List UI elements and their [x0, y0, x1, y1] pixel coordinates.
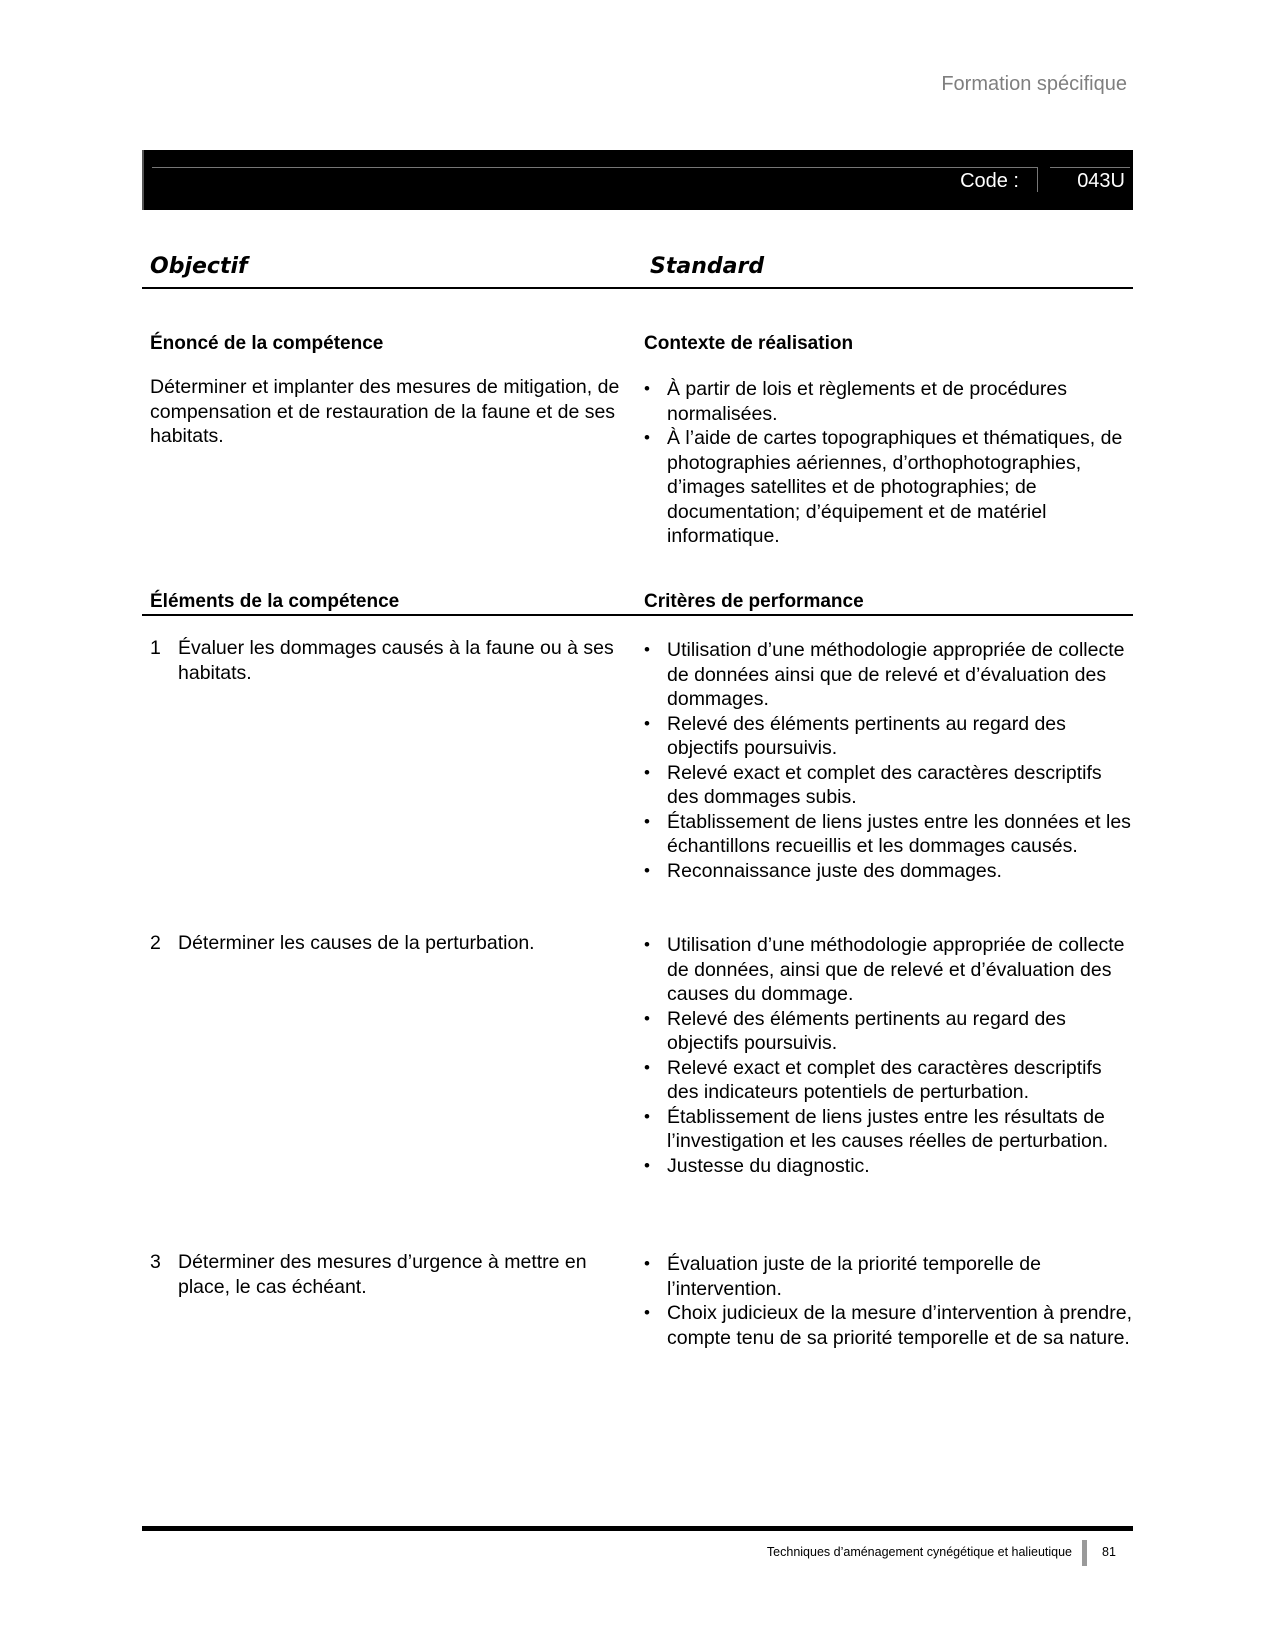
code-banner: [142, 150, 1133, 210]
criterion: • Relevé exact et complet des caractères descriptifs des indicateurs potentiels de perturbation.: [644, 1056, 1134, 1105]
element-number: 3: [150, 1251, 161, 1273]
criterion: • Relevé des éléments pertinents au regard des objectifs poursuivis.: [644, 1007, 1134, 1056]
criterion: • Reconnaissance juste des dommages.: [644, 859, 1134, 884]
element-text: Déterminer les causes de la perturbation.: [178, 932, 535, 954]
context-item: • À partir de lois et règlements et de procédures normalisées.: [644, 377, 1134, 426]
competence-heading: Énoncé de la compétence: [150, 333, 384, 354]
criterion: • Justesse du diagnostic.: [644, 1154, 1134, 1179]
criterion: • Utilisation d’une méthodologie appropriée de collecte de données ainsi que de relevé et d’évaluation des dommages.: [644, 638, 1134, 712]
footer-separator: [1082, 1540, 1087, 1566]
element-text: Évaluer les dommages causés à la faune ou à ses habitats.: [178, 637, 614, 684]
context-heading: Contexte de réalisation: [644, 333, 854, 354]
page-number: 81: [1102, 1545, 1116, 1559]
element-number: 1: [150, 637, 161, 659]
criterion: • Évaluation juste de la priorité temporelle de l’intervention.: [644, 1252, 1134, 1301]
criterion: • Choix judicieux de la mesure d’intervention à prendre, compte tenu de sa priorité temporelle et de sa nature.: [644, 1301, 1134, 1350]
running-head: Formation spécifique: [941, 73, 1127, 95]
element-item: [150, 931, 620, 956]
objectif-heading: Objectif: [150, 254, 248, 279]
criterion: • Établissement de liens justes entre les résultats de l’investigation et les causes réelles de perturbation.: [644, 1105, 1134, 1154]
context-item: • À l’aide de cartes topographiques et thématiques, de photographies aériennes, d’orthophotographies, d’images satellites et de photographies; de documentation; d’équipement et de matériel informatique.: [644, 426, 1134, 549]
element-text: Déterminer des mesures d’urgence à mettre en place, le cas échéant.: [178, 1251, 587, 1298]
criteria-heading: Critères de performance: [644, 591, 864, 612]
criterion: • Établissement de liens justes entre les données et les échantillons recueillis et les dommages causés.: [644, 810, 1134, 859]
element-number: 2: [150, 932, 161, 954]
criterion: • Relevé exact et complet des caractères descriptifs des dommages subis.: [644, 761, 1134, 810]
section-rule: [142, 287, 1133, 289]
criterion: • Relevé des éléments pertinents au regard des objectifs poursuivis.: [644, 712, 1134, 761]
element-item: [150, 1250, 620, 1299]
code-value: 043U: [1077, 170, 1125, 192]
code-label: Code :: [960, 170, 1019, 192]
elements-rule: [142, 614, 1133, 616]
banner-divider: [152, 167, 1037, 168]
footer-rule: [142, 1526, 1133, 1531]
criteria-list: [644, 933, 1134, 1178]
context-list: [644, 377, 1134, 549]
criteria-list: [644, 1252, 1134, 1350]
criterion: • Utilisation d’une méthodologie appropriée de collecte de données, ainsi que de relevé et d’évaluation des causes du dommage.: [644, 933, 1134, 1007]
standard-heading: Standard: [650, 254, 765, 279]
competence-statement: Déterminer et implanter des mesures de mitigation, de compensation et de restauration de la faune et de ses habitats.: [150, 376, 620, 447]
code-separator: [1037, 167, 1038, 192]
footer-title: Techniques d’aménagement cynégétique et halieutique: [766, 1545, 1072, 1559]
elements-heading: Éléments de la compétence: [150, 591, 400, 612]
element-item: [150, 636, 620, 685]
criteria-list: [644, 638, 1134, 883]
banner-divider-right: [1050, 167, 1130, 168]
